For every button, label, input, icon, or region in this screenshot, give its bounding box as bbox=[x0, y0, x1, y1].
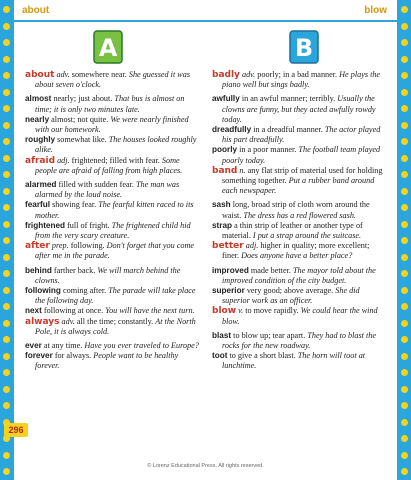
rail-dot bbox=[401, 221, 408, 228]
rail-dot bbox=[3, 287, 10, 294]
synonym-entry bbox=[25, 306, 200, 316]
example-sentence: The actor played his part dreadfully. bbox=[222, 125, 381, 145]
example-sentence: The parade will take place the following day. bbox=[35, 286, 196, 306]
definition: coming after. bbox=[60, 286, 109, 296]
rail-dot bbox=[3, 254, 10, 261]
headword: always bbox=[25, 316, 60, 327]
rail-dot bbox=[401, 336, 408, 343]
example-sentence: The mayor told about the improved condition of the city budget. bbox=[222, 265, 376, 285]
example-sentence: The frightened child hid from the very scary creature. bbox=[35, 220, 191, 241]
example-sentence: Usually the clowns are funny, but they acted awfully rowdy today. bbox=[222, 94, 376, 124]
part-of-speech: adv. bbox=[241, 70, 256, 79]
synonym-entry bbox=[25, 221, 200, 241]
rail-dot bbox=[3, 122, 10, 129]
rail-dot bbox=[3, 468, 10, 475]
example-sentence: You will have the next turn. bbox=[105, 306, 195, 316]
synonym-word: next bbox=[25, 306, 42, 316]
definition: all the time; constantly. bbox=[74, 316, 156, 326]
rail-dot bbox=[401, 386, 408, 393]
rail-dot bbox=[401, 122, 408, 129]
headword: blow bbox=[212, 306, 237, 317]
synonym-entry bbox=[212, 221, 387, 241]
rail-dot bbox=[3, 39, 10, 46]
example-sentence: Some people are afraid of falling from high places. bbox=[35, 155, 183, 175]
synonym-entry bbox=[25, 115, 200, 135]
left-decorative-rail bbox=[0, 0, 14, 480]
definition: showing fear. bbox=[50, 200, 99, 210]
rail-dot bbox=[401, 23, 408, 30]
synonym-word: alarmed bbox=[25, 180, 57, 190]
right-guide-word: blow bbox=[364, 5, 387, 16]
rail-dot bbox=[401, 89, 408, 96]
rail-dot bbox=[401, 320, 408, 327]
example-sentence: At the North Pole, it is always cold. bbox=[35, 316, 196, 336]
synonym-entry bbox=[212, 266, 387, 286]
synonym-word: ever bbox=[25, 341, 42, 351]
rail-dot bbox=[3, 105, 10, 112]
synonym-word: nearly bbox=[25, 114, 50, 124]
definition: farther back. bbox=[51, 265, 98, 275]
example-sentence: The man was alarmed by the loud noise. bbox=[35, 180, 180, 200]
example-sentence: The horn will toot at lunchtime. bbox=[222, 351, 366, 371]
synonym-entry bbox=[212, 331, 387, 351]
definition: following at once. bbox=[41, 306, 106, 316]
definition: filled with sudden fear. bbox=[56, 180, 136, 190]
example-sentence: People want to be healthy forever. bbox=[35, 351, 179, 371]
rail-dot bbox=[401, 204, 408, 211]
definition: almost; not quite. bbox=[49, 114, 111, 124]
rail-dot bbox=[401, 39, 408, 46]
definition: to blow up; tear apart. bbox=[231, 330, 308, 340]
rail-dot bbox=[3, 369, 10, 376]
definition: for always. bbox=[52, 351, 94, 361]
rail-dot bbox=[3, 402, 10, 409]
example-sentence: He plays the piano well but sings badly. bbox=[222, 70, 381, 90]
rail-dot bbox=[401, 237, 408, 244]
example-sentence: She did superior work as an officer. bbox=[222, 286, 360, 306]
rail-dot bbox=[3, 204, 10, 211]
rail-dot bbox=[401, 155, 408, 162]
definition: made better. bbox=[248, 265, 293, 275]
synonym-entry bbox=[212, 286, 387, 306]
example-sentence: They had to blast the rocks for the new roadway. bbox=[222, 330, 376, 351]
headword: band bbox=[212, 165, 238, 176]
headword: after bbox=[25, 241, 50, 252]
rail-dot bbox=[3, 56, 10, 63]
headword-entry bbox=[25, 317, 200, 337]
right-decorative-rail bbox=[397, 0, 411, 480]
definition: long, broad strip of cloth worn around the waist. bbox=[222, 200, 370, 220]
synonym-word: behind bbox=[25, 265, 52, 275]
letter-a: A bbox=[98, 34, 118, 62]
right-column bbox=[212, 70, 387, 372]
rail-dot bbox=[3, 303, 10, 310]
left-guide-word: about bbox=[22, 5, 50, 16]
synonym-word: dreadfully bbox=[212, 125, 252, 135]
rail-dot bbox=[401, 452, 408, 459]
rail-dot bbox=[401, 171, 408, 178]
rail-dot bbox=[3, 138, 10, 145]
definition: somewhat like. bbox=[55, 135, 109, 145]
example-sentence: The houses looked roughly alike. bbox=[35, 135, 197, 155]
definition: a thin strip of leather or another type of material. bbox=[222, 220, 363, 241]
letter-a-block bbox=[93, 30, 123, 64]
definition: poorly; in a bad manner. bbox=[255, 70, 340, 79]
synonym-entry bbox=[25, 94, 200, 114]
synonym-entry bbox=[212, 125, 387, 145]
part-of-speech: adj. bbox=[245, 241, 259, 251]
part-of-speech: n. bbox=[239, 165, 246, 175]
headword-entry bbox=[25, 241, 200, 261]
synonym-word: fearful bbox=[25, 200, 51, 210]
example-sentence: That bus is almost on time; it is only two minutes late. bbox=[35, 94, 185, 114]
letter-b: B bbox=[294, 34, 314, 62]
rail-dot bbox=[401, 56, 408, 63]
synonym-word: blast bbox=[212, 330, 232, 340]
definition: to give a short blast. bbox=[227, 351, 298, 361]
rail-dot bbox=[401, 303, 408, 310]
synonym-word: forever bbox=[25, 351, 53, 361]
definition: any flat strip of material used for holding something together. bbox=[222, 165, 383, 186]
header-rule bbox=[14, 20, 397, 22]
rail-dot bbox=[401, 188, 408, 195]
letter-b-block bbox=[289, 30, 319, 64]
synonym-word: sash bbox=[212, 200, 231, 210]
example-sentence: Have you ever traveled to Europe? bbox=[84, 341, 199, 351]
example-sentence: The football team played poorly today. bbox=[222, 145, 381, 165]
definition: frightened; filled with fear. bbox=[69, 155, 162, 165]
synonym-word: roughly bbox=[25, 135, 56, 145]
rail-dot bbox=[401, 270, 408, 277]
headword-entry bbox=[212, 70, 387, 90]
definition: following. bbox=[68, 241, 107, 251]
rail-dot bbox=[3, 452, 10, 459]
rail-dot bbox=[3, 155, 10, 162]
part-of-speech: prep. bbox=[51, 241, 69, 251]
synonym-entry bbox=[25, 266, 200, 286]
example-sentence: We will march behind the clowns. bbox=[35, 265, 181, 285]
synonym-word: frightened bbox=[25, 220, 66, 230]
definition: full of fright. bbox=[65, 220, 112, 230]
headword: badly bbox=[212, 70, 240, 80]
synonym-entry bbox=[25, 200, 200, 220]
rail-dot bbox=[3, 320, 10, 327]
rail-dot bbox=[3, 237, 10, 244]
synonym-entry bbox=[25, 286, 200, 306]
rail-dot bbox=[401, 435, 408, 442]
example-sentence: Put a rubber band around each newspaper. bbox=[222, 176, 375, 196]
rail-dot bbox=[401, 369, 408, 376]
headword-entry bbox=[212, 166, 387, 197]
example-sentence: Does anyone have a better place? bbox=[241, 251, 353, 261]
rail-dot bbox=[3, 270, 10, 277]
synonym-entry bbox=[212, 200, 387, 220]
rail-dot bbox=[3, 221, 10, 228]
synonym-word: strap bbox=[212, 220, 233, 230]
page-number: 296 bbox=[4, 423, 28, 437]
headword: afraid bbox=[25, 155, 56, 166]
definition: higher in quality; more excellent; finer. bbox=[222, 241, 370, 261]
example-sentence: I put a strap around the suitcase. bbox=[252, 231, 362, 241]
synonym-word: awfully bbox=[212, 94, 240, 104]
headword: better bbox=[212, 241, 244, 252]
part-of-speech: v. bbox=[238, 306, 244, 316]
example-sentence: We could hear the wind blow. bbox=[222, 306, 378, 326]
headword-entry bbox=[25, 156, 200, 176]
definition: very good; above average. bbox=[244, 286, 336, 296]
headword-entry bbox=[25, 70, 200, 90]
rail-dot bbox=[401, 468, 408, 475]
headword-entry bbox=[212, 306, 387, 326]
rail-dot bbox=[401, 353, 408, 360]
rail-dot bbox=[3, 353, 10, 360]
definition: in a poor manner. bbox=[237, 145, 299, 155]
synonym-entry bbox=[212, 145, 387, 165]
synonym-word: superior bbox=[212, 286, 245, 296]
left-column bbox=[25, 70, 200, 372]
example-sentence: The fearful kitten raced to its mother. bbox=[35, 200, 194, 220]
rail-dot bbox=[3, 23, 10, 30]
rail-dot bbox=[3, 171, 10, 178]
synonym-entry bbox=[25, 180, 200, 200]
rail-dot bbox=[3, 6, 10, 13]
rail-dot bbox=[3, 386, 10, 393]
definition: in a dreadful manner. bbox=[251, 125, 325, 135]
example-sentence: Don't forget that you come after me in the parade. bbox=[35, 241, 195, 261]
definition: somewhere near. bbox=[69, 70, 129, 79]
definition: in an awful manner; terribly. bbox=[239, 94, 338, 104]
synonym-entry bbox=[212, 351, 387, 371]
synonym-word: following bbox=[25, 286, 61, 296]
rail-dot bbox=[401, 287, 408, 294]
rail-dot bbox=[401, 6, 408, 13]
synonym-word: poorly bbox=[212, 145, 238, 155]
synonym-word: toot bbox=[212, 351, 228, 361]
definition: to move rapidly. bbox=[243, 306, 301, 316]
rail-dot bbox=[401, 138, 408, 145]
definition: at any time. bbox=[41, 341, 85, 351]
rail-dot bbox=[3, 188, 10, 195]
definition: nearly; just about. bbox=[51, 94, 115, 104]
rail-dot bbox=[401, 105, 408, 112]
part-of-speech: adv. bbox=[61, 316, 75, 326]
headword: about bbox=[25, 70, 55, 80]
rail-dot bbox=[3, 89, 10, 96]
rail-dot bbox=[401, 419, 408, 426]
synonym-word: improved bbox=[212, 265, 249, 275]
rail-dot bbox=[401, 402, 408, 409]
copyright-text: © Lorenz Educational Press. All rights reserved. bbox=[147, 463, 264, 469]
synonym-entry bbox=[25, 351, 200, 371]
example-sentence: She guessed it was about seven o'clock. bbox=[35, 70, 191, 90]
synonym-entry bbox=[25, 135, 200, 155]
rail-dot bbox=[401, 254, 408, 261]
example-sentence: We were nearly finished with our homework. bbox=[35, 114, 189, 135]
headword-entry bbox=[212, 241, 387, 261]
synonym-entry bbox=[25, 341, 200, 351]
rail-dot bbox=[401, 72, 408, 79]
synonym-entry bbox=[212, 94, 387, 125]
example-sentence: The dress has a red flowered sash. bbox=[243, 210, 356, 220]
part-of-speech: adj. bbox=[57, 155, 70, 165]
synonym-word: almost bbox=[25, 94, 52, 104]
rail-dot bbox=[3, 336, 10, 343]
rail-dot bbox=[3, 72, 10, 79]
part-of-speech: adv. bbox=[56, 70, 70, 79]
